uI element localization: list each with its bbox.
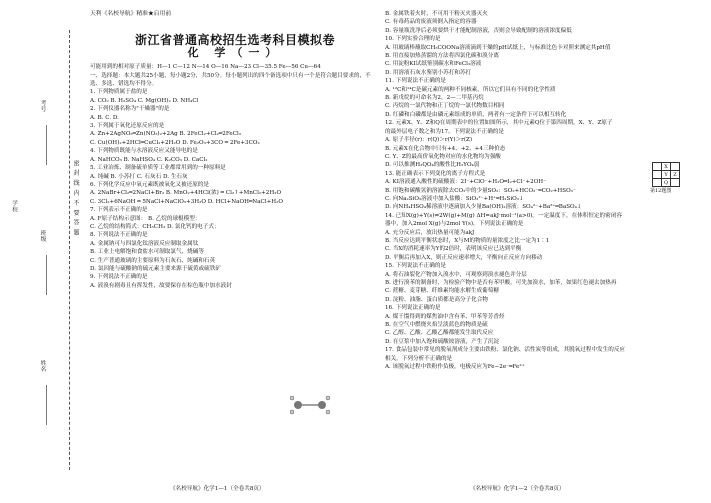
left-line: 5. 工业冶炼、制备硫单质等工业都常用到的一种原料是 (90, 165, 226, 172)
right-line: A. 原子半径(r)：r(Q)＞r(Y)＞r(Z) (385, 137, 473, 144)
right-line: A. 将石油裂化产物加入溴水中，可观察到溴水褪色并分层 (385, 271, 527, 278)
right-line: A. 用玻璃棒蘸取CH₃COONa溶液滴到干燥的pH试纸上，与标准比色卡对照来测定其pH值 (385, 44, 611, 51)
right-line: 11. 下列说法不正确的是 (385, 78, 447, 85)
right-line: B. 金属铁着火时，不可用干粉灭火器灭火 (385, 11, 488, 17)
right-line: 12. 元素X、Y、Z和Q在周期表中的位置如图所示，其中元素Q位于第四周期，X、Y、Z原子 (385, 120, 613, 127)
right-line: D. 向NH₄HSO₄稀溶液中逐滴加入少量Ba(OH)₂溶液：SO₄²⁻+Ba²⁺═BaSO₄↓ (385, 204, 582, 211)
right-line: A. 煤干馏得到的煤焦油中含有苯、甲苯等芳香烃 (385, 313, 505, 320)
right-line: C. 乙醇、乙酸、乙酸乙酯都能发生取代反应 (385, 330, 494, 337)
binding-margin (0, 0, 80, 503)
right-line: A. 该脱氧过程中铁粉作负极，电极反应为Fe−2e⁻═Fe²⁺ (385, 364, 525, 371)
right-line: 10. 下列实验合理的是 (385, 36, 441, 43)
left-line: A. NaHCO₃ B. NaHSO₄ C. K₂CO₃ D. CaCl₂ (90, 156, 208, 163)
right-line: D. 容量瓶洗净后必须要烘干才能配制溶液，否则会导致配制的溶液浓度偏低 (385, 27, 572, 34)
left-line: A. 液溴有剧毒且有挥发性，故要保存在棕色瓶中加水液封 (90, 282, 232, 289)
left-line: 8. 下列说法不正确的是 (90, 232, 148, 239)
left-line: A. 金属钠可与四氯化钛溶液反应制取金属钛 (90, 240, 199, 247)
right-line: B. 用饱和碳酸氢钠溶液除去CO₂中的少量SO₂：SO₂+HCO₃⁻═CO₂+HSO₃⁻ (385, 187, 576, 194)
right-line: 16. 下列说法正确的是 (385, 305, 441, 312)
exam-subtitle: 化 学（一） (187, 45, 283, 59)
left-line: D. 氯因能与硫酸钠的硫元素主要来源于硫黄或硫铁矿 (90, 265, 221, 272)
right-line: B. 用直接加热蒸馏的方法将四氯化碳和溴分离 (385, 53, 499, 60)
right-line: D. 红磷和白磷都是由磷元素组成的单质，两者有一定条件下可以相互转化 (385, 111, 567, 118)
class-label: 班级 (39, 230, 45, 242)
left-line: C. 生产普通玻璃的主要原料为石灰石、纯碱和石英 (90, 257, 216, 264)
cell-y: Y (662, 171, 671, 179)
left-line: C. Cu(OH)₂+2HCl═CuCl₂+2H₂O D. Fe₂O₃+3CO ═ 2Fe+3CO₂ (90, 139, 260, 146)
right-line: D. 在豆浆中加入饱和硫酸铵溶液，产生了沉淀 (385, 338, 500, 345)
left-line: 4. 下列物质既能与水溶液反应又能导电的是 (90, 148, 198, 155)
cell-x: X (662, 163, 671, 171)
exam-title: 浙江省普通高校招生选考科目模拟卷 (134, 33, 335, 48)
periodic-grid-figure (652, 162, 680, 187)
right-line: D. 可以推测H₃QO₄的酸性比H₃YO₄弱 (385, 162, 480, 169)
right-line: C. 有毒药品的废液须倒入指定的容器 (385, 19, 477, 26)
right-line: C. 丙烷的一氯代物和正丁烷的一氯代物数目相同 (385, 103, 505, 110)
class-line (46, 255, 47, 295)
cell-z: Z (671, 171, 680, 179)
left-line: A. F原子结构示意图： B. 乙烷的球棍模型： (90, 215, 201, 222)
seal-text: 密 封 线 内 不 要 答 题 (72, 160, 79, 237)
right-line: C. Y、Z的最高价氧化物对应的水化物均为强酸 (385, 153, 501, 160)
left-line: C. 乙烷的结构简式：CH₃CH₃ D. 氯化钙的电子式： (90, 223, 220, 230)
left-line: B. 工业上电解饱和食盐水可制取氯气、烧碱等 (90, 249, 204, 256)
right-line: A. KI溶液通入酸性的硫酸液：2I⁻+ClO⁻+H₂O═I₂+Cl⁻+2OH⁻ (385, 179, 547, 186)
id-line (46, 125, 47, 165)
right-line: 15. 下列说法不正确的是 (385, 263, 447, 270)
school-label: 学校 (11, 200, 17, 213)
right-column (385, 10, 695, 371)
right-line: C. 蔗糖、麦芽糖、纤维素均能水解生成葡萄糖 (385, 288, 499, 295)
cell-q: Q (662, 179, 671, 187)
right-line: 相关。下列分析不正确的是 (385, 355, 453, 362)
left-line: 6. 下列化学反应中氧元素既被氧化又被还原的是 (90, 181, 209, 188)
name-line (46, 385, 47, 425)
left-line: 3. 下列属于氧化还原反应的是 (90, 123, 165, 130)
ball-stick-model-figure (290, 393, 330, 417)
right-line: 器中，加入2mol X(g)与2mol Y(s)，下列说法正确的是 (385, 221, 524, 228)
right-line: C. 用淀粉KI试纸鉴别碳水和FeCl₃溶液 (385, 61, 482, 68)
left-line: A. 2NaBr+Cl₂═2NaCl+Br₂ B. MnO₂+4HCl(浓) ═ Cl₂↑+MnCl₂+2H₂O (90, 190, 282, 197)
left-line: A. B. C. D. (90, 114, 119, 121)
left-line: 9. 下列说法不正确的是 (90, 274, 148, 281)
right-footer: 《名校导航》化学1—2（全卷共8页） (470, 486, 565, 492)
left-line: 1. 下列物质属于盐的是 (90, 89, 148, 96)
right-line: 13. 能正确表示下列变化的离子方程式是 (385, 170, 486, 177)
right-line: D. 用溶液石灰水鉴别小苏打和苏打 (385, 69, 472, 76)
right-line: B. 在空气中燃烧火焰呈淡蓝色的物质是硫 (385, 322, 488, 329)
left-line: C. 3Cl₂+6NaOH ═ 5NaCl+NaClO₃+3H₂O D. HCl+NaOH═NaCl+H₂O (90, 198, 284, 205)
left-question-list (90, 88, 380, 290)
section-1-instructions: 一、选择题：本大题共25小题，每小题2分，共50分。每小题列出的四个备选项中只有一个是符合题目要求的，不选、多选、错选均不得分。 (90, 72, 371, 88)
right-line: A. 充分反应后，放出热量可能为akJ (385, 229, 475, 236)
left-line: 2. 下列仪器名称为"干燥器"的是 (90, 106, 170, 113)
right-line: A. ¹²C和¹⁴C是碳元素的两种不同核素，所以它们具有不同的化学性质 (385, 86, 556, 93)
right-line: D. 平衡后再加入X，则正反应速率增大，平衡向正反应方向移动 (385, 254, 543, 261)
right-line: D. 淀粉、油脂、蛋白质都是高分子化合物 (385, 296, 488, 303)
right-line: 14. 已知X(g)+Y(s)⇌2W(g)+M(g) ΔH=akJ·mol⁻¹(a>0)。一定温度下，在体积恒定的密闭容 (385, 212, 622, 219)
right-line: B. 进行溴苯的制备时，为检验产物中是否有苯甲酸，可先加溴水，加苯，如果红色褪去加热再 (385, 280, 617, 286)
right-line: B. 新戊烷的可命名为2，2—二甲基丙烷 (385, 95, 484, 102)
left-line: A. CO₂ B. H₂SO₄ C. Mg(OH)₂ D. NH₄Cl (90, 97, 199, 104)
table-caption: 第12题图 (650, 188, 672, 194)
right-line: C. 向Na₂SiO₃溶液中加入盐酸：SiO₃²⁻+H⁺═H₂SiO₃↓ (385, 195, 524, 202)
atomic-masses: 可能用到的相对原子质量：H—1 C—12 N—14 O—16 Na—23 Cl—35.5 Fe—56 Cu—64 (90, 64, 321, 71)
id-label: 考号 (39, 100, 45, 112)
right-question-list (385, 10, 695, 371)
right-line: C. 当X的消耗速率为Y的2倍时，表明该反应已达到平衡 (385, 246, 522, 253)
seal-dashed-line (69, 30, 70, 470)
left-column (90, 10, 380, 290)
right-line: 的最外层电子数之和为17。下列说法不正确的是 (385, 128, 504, 135)
left-line: A. Zn+2AgNO₃═Zn(NO₃)₂+2Ag B. 2FeCl₂+Cl₂═2FeCl₃ (90, 131, 242, 138)
name-label: 姓名 (39, 360, 45, 372)
top-note: 天利《名校导航》精准★启用前 (90, 11, 172, 17)
left-line: 7. 下列表示不正确的是 (90, 207, 148, 214)
right-line: 17. 食品包装中常见的脱氧剂成分主要由铁粉、氯化钠、活性炭等组成，其脱氧过程中发生的反应 (385, 347, 626, 354)
left-line: A. 纯碱 B. 小苏打 C. 石灰石 D. 生石灰 (90, 173, 188, 180)
left-footer: 《名校导航》化学1—1（全卷共8页） (170, 486, 265, 492)
right-line: B. 当反应达到平衡状态时，X与M的物质的量浓度之比一定为1∶1 (385, 237, 550, 244)
right-line: B. 元素X在化合物中只有+4、+2、+4三种价态 (385, 145, 506, 152)
